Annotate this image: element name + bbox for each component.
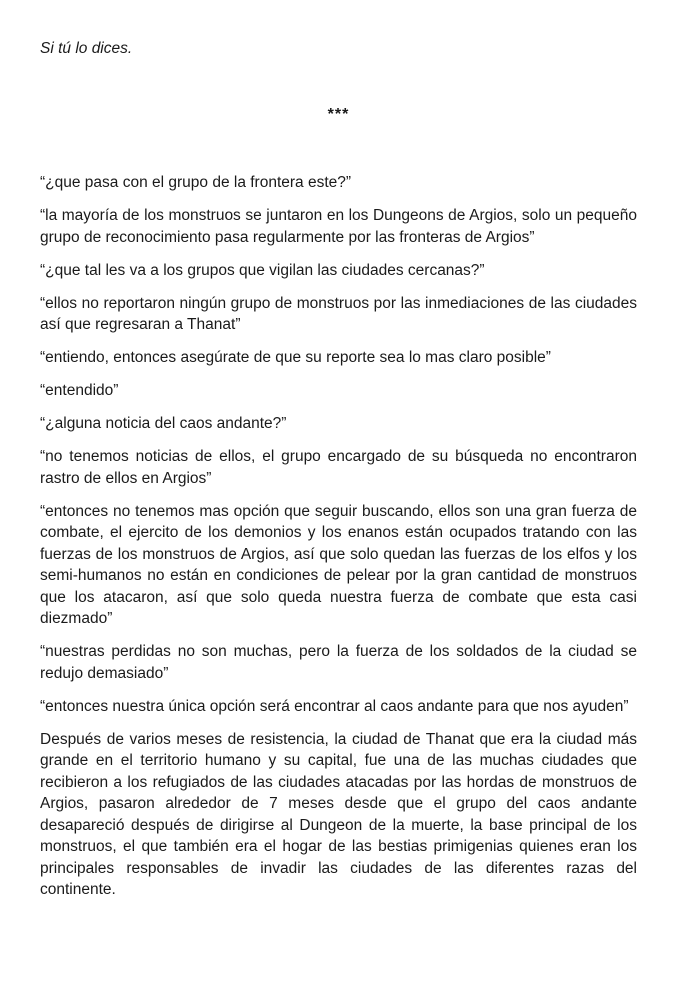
opening-line: Si tú lo dices. [40, 40, 133, 57]
paragraph-dialogue: “entiendo, entonces asegúrate de que su reporte sea lo mas claro posible” [40, 349, 551, 366]
paragraph-dialogue: “no tenemos noticias de ellos, el grupo encargado de su búsqueda no encontraron rastro de ellos en Argios” [40, 448, 637, 487]
paragraph-dialogue: “entonces nuestra única opción será encontrar al caos andante para que nos ayuden” [40, 697, 629, 715]
paragraph-dialogue: “ellos no reportaron ningún grupo de monstruos por las inmediaciones de las ciudades así que regresaran a Thanat” [40, 294, 637, 333]
paragraph-dialogue: “la mayoría de los monstruos se juntaron en los Dungeons de Argios, solo un pequeño grupo de reconocimiento pasa regularmente por las fronteras de Argios” [40, 207, 637, 246]
scene-separator: *** [327, 106, 350, 123]
paragraph-dialogue: “entendido” [40, 382, 119, 399]
paragraph-dialogue: “¿que pasa con el grupo de la frontera este?” [40, 174, 352, 191]
paragraph-dialogue: “entonces no tenemos mas opción que seguir buscando, ellos son una gran fuerza de combate, el ejercito de los demonios y los enanos están ocupados tratando con las fuerzas de los monstruos de Argios, así que solo quedan las fuerzas de los elfos y los semi-humanos no están en condiciones de pelear por la gran cantidad de monstruos que los atacaron, así que solo queda nuestra fuerza de combate que esta casi diezmado” [40, 502, 637, 627]
body-text [40, 172, 637, 912]
paragraph-dialogue: “¿que tal les va a los grupos que vigilan las ciudades cercanas?” [40, 261, 485, 279]
paragraph-dialogue: “¿alguna noticia del caos andante?” [40, 415, 287, 432]
paragraph-dialogue: “nuestras perdidas no son muchas, pero la fuerza de los soldados de la ciudad se redujo demasiado” [40, 643, 637, 682]
paragraph-narration: Después de varios meses de resistencia, la ciudad de Thanat que era la ciudad más grande en el territorio humano y su capital, fue una de las muchas ciudades que recibieron a los refugiados de las ciudades atacadas por las hordas de monstruos de Argios, pasaron alrededor de 7 meses desde que el grupo del caos andante desapareció después de dirigirse al Dungeon de la muerte, la base principal de los monstruos, el que también era el hogar de las bestias primigenias quienes eran los principales responsables de invadir las ciudades de las diferentes razas del continente. [40, 730, 637, 898]
